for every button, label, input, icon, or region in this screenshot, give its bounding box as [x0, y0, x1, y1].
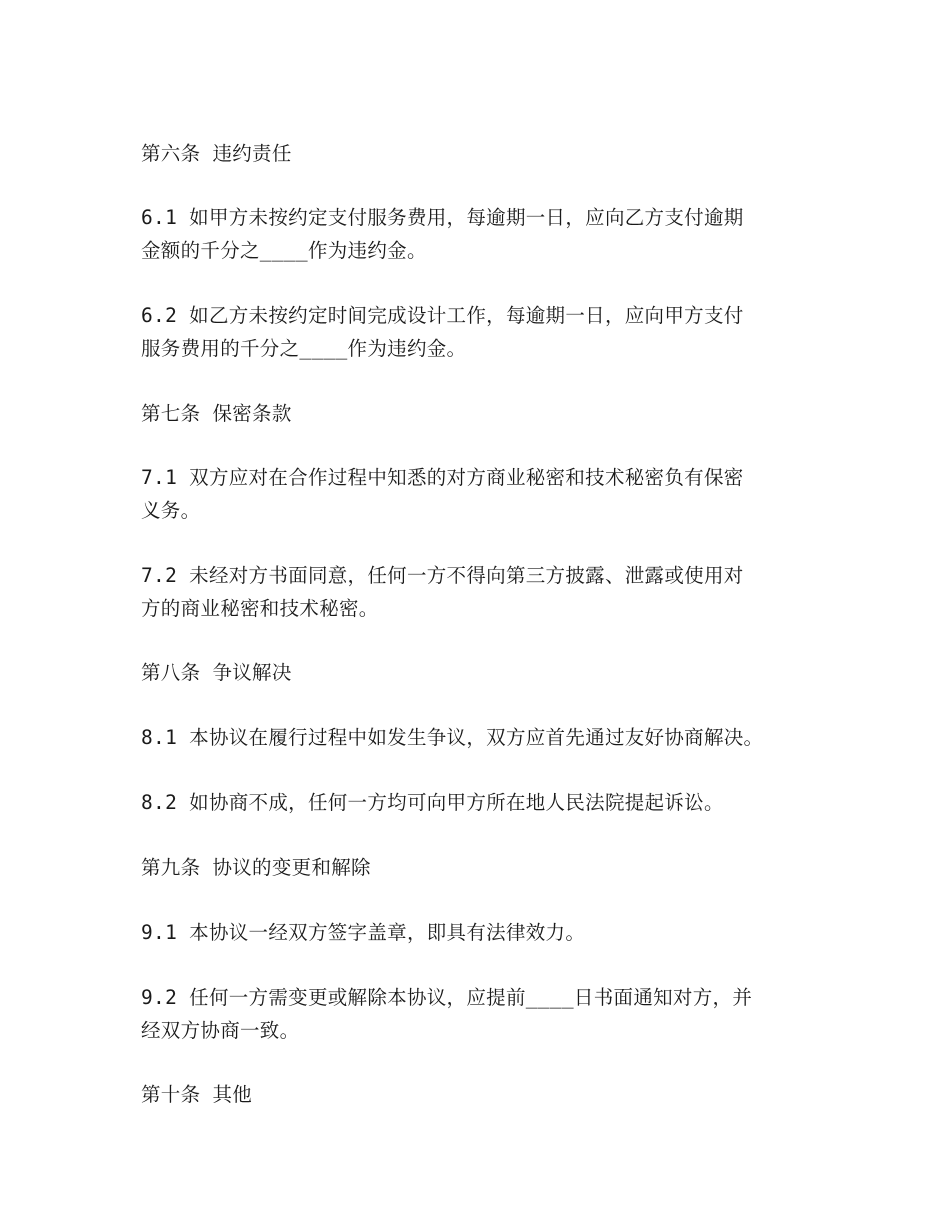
clause-6-1-line-1: 6.1 如甲方未按约定支付服务费用，每逾期一日，应向乙方支付逾期 [141, 206, 744, 229]
clause-7-2-line-1: 7.2 未经对方书面同意，任何一方不得向第三方披露、泄露或使用对 [141, 564, 744, 587]
heading-article-9: 第九条 协议的变更和解除 [141, 856, 371, 879]
clause-7-1-line-1: 7.1 双方应对在合作过程中知悉的对方商业秘密和技术秘密负有保密 [141, 466, 744, 489]
clause-6-2-line-2: 服务费用的千分之____作为违约金。 [141, 337, 467, 360]
clause-6-1-line-2: 金额的千分之____作为违约金。 [141, 239, 427, 262]
clause-9-2-line-1: 9.2 任何一方需变更或解除本协议，应提前____日书面通知对方，并 [141, 986, 753, 1009]
clause-9-1: 9.1 本协议一经双方签字盖章，即具有法律效力。 [141, 921, 586, 944]
heading-article-8: 第八条 争议解决 [141, 661, 292, 684]
clause-9-2-line-2: 经双方协商一致。 [141, 1019, 300, 1042]
clause-7-1-line-2: 义务。 [141, 499, 201, 522]
heading-article-6: 第六条 违约责任 [141, 142, 292, 165]
heading-article-10: 第十条 其他 [141, 1083, 253, 1106]
clause-7-2-line-2: 方的商业秘密和技术秘密。 [141, 597, 379, 620]
clause-6-2-line-1: 6.2 如乙方未按约定时间完成设计工作，每逾期一日，应向甲方支付 [141, 304, 744, 327]
clause-8-2: 8.2 如协商不成，任何一方均可向甲方所在地人民法院提起诉讼。 [141, 791, 724, 814]
clause-8-1: 8.1 本协议在履行过程中如发生争议，双方应首先通过友好协商解决。 [141, 726, 764, 749]
heading-article-7: 第七条 保密条款 [141, 402, 292, 425]
